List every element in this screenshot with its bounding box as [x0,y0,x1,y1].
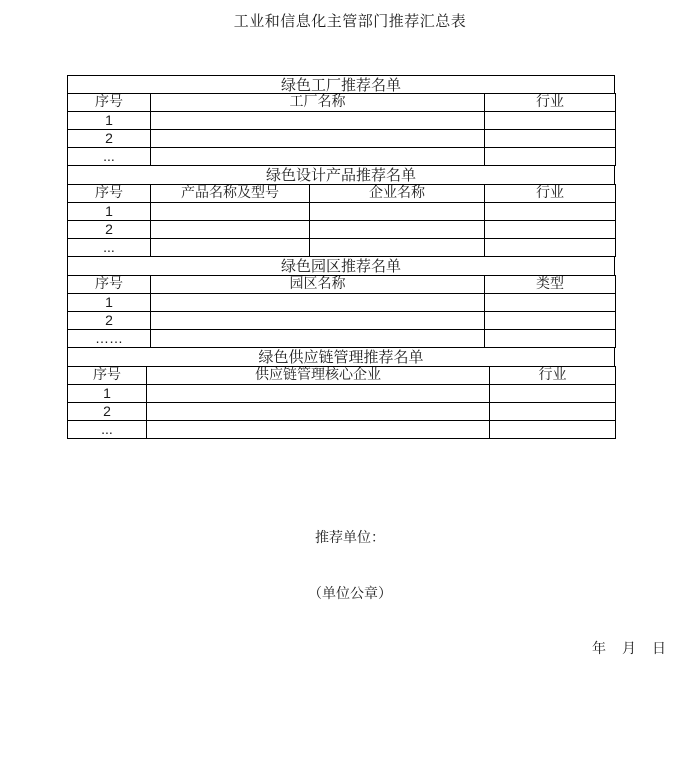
unit-seal-label: （单位公章） [308,586,392,602]
table-cell [490,385,616,403]
header-cell: 工厂名称 [151,94,485,112]
header-cell: 序号 [68,276,151,294]
table-row [68,421,616,439]
table-cell [151,130,485,148]
table-cell [485,148,616,166]
section-title-green-factory: 绿色工厂推荐名单 [67,75,615,93]
header-cell: 行业 [485,94,616,112]
table-cell [151,148,485,166]
table-row [68,385,616,403]
table-row [68,312,616,330]
table-row [68,403,616,421]
green-supply-chain-table [67,366,616,439]
table-cell [310,239,485,257]
row-number: 2 [68,403,147,421]
row-number: ... [68,239,151,257]
row-number: 2 [68,221,151,239]
table-cell [490,403,616,421]
row-number: …… [68,330,151,348]
row-number: ... [68,421,147,439]
table-cell [151,221,310,239]
table-cell [151,203,310,221]
table-cell [151,239,310,257]
table-row [68,112,616,130]
table-cell [485,312,616,330]
table-row [68,294,616,312]
table-cell [485,330,616,348]
table-cell [485,239,616,257]
header-cell: 行业 [490,367,616,385]
table-cell [490,421,616,439]
header-cell: 序号 [68,185,151,203]
table-cell [151,312,485,330]
table-cell [485,112,616,130]
section-title-green-park: 绿色园区推荐名单 [67,257,615,275]
header-cell: 产品名称及型号 [151,185,310,203]
green-design-product-table [67,184,616,257]
table-cell [310,221,485,239]
table-cell [485,203,616,221]
page-title: 工业和信息化主管部门推荐汇总表 [233,12,467,30]
table-header-row [68,94,616,112]
table-row [68,148,616,166]
row-number: 1 [68,294,151,312]
header-cell: 类型 [485,276,616,294]
date-label: 年 月 日 [592,641,667,657]
table-cell [147,421,490,439]
header-cell: 企业名称 [310,185,485,203]
green-factory-table [67,93,616,166]
table-cell [147,385,490,403]
table-row [68,330,616,348]
table-cell [147,403,490,421]
table-header-row [68,185,616,203]
header-cell: 行业 [485,185,616,203]
table-cell [485,221,616,239]
table-cell [151,294,485,312]
section-title-green-design-product: 绿色设计产品推荐名单 [67,166,615,184]
header-cell: 供应链管理核心企业 [147,367,490,385]
header-cell: 序号 [68,94,151,112]
row-number: 1 [68,112,151,130]
recommend-unit-label: 推荐单位： [315,530,385,546]
table-cell [151,112,485,130]
table-cell [485,130,616,148]
table-cell [310,203,485,221]
header-cell: 园区名称 [151,276,485,294]
row-number: 2 [68,130,151,148]
row-number: ... [68,148,151,166]
table-row [68,203,616,221]
section-title-green-supply-chain: 绿色供应链管理推荐名单 [67,348,615,366]
table-header-row [68,276,616,294]
row-number: 2 [68,312,151,330]
row-number: 1 [68,385,147,403]
table-row [68,239,616,257]
header-cell: 序号 [68,367,147,385]
table-header-row [68,367,616,385]
row-number: 1 [68,203,151,221]
table-cell [485,294,616,312]
summary-table [67,75,615,439]
table-row [68,221,616,239]
table-cell [151,330,485,348]
green-park-table [67,275,616,348]
table-row [68,130,616,148]
